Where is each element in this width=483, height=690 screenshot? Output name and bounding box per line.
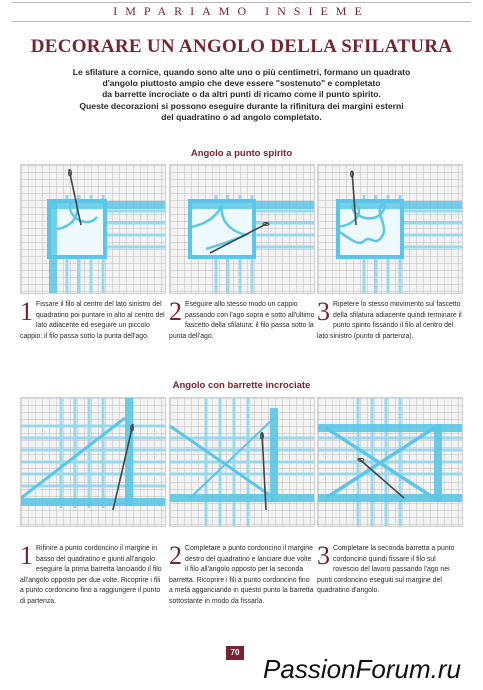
intro-line: del quadratino o ad angolo completato. [161,111,322,122]
step-number: 3 [317,541,330,570]
illustration-barrette-step3 [317,397,463,527]
step-text: Completare la seconda barretta a punto cordoncino quindi fissare il filo sul rovescio del lavoro passando l'ago nei punti cordoncino eseguiti sul margine del quadratino d'angolo. [317,545,455,595]
step-text: Completare a punto cordoncino il margine destro del quadratino e lanciare due volte il filo all'angolo opposto per la seconda barretta. Ricoprire i fili a punto cordoncino fino a metà agganciando in questo punto la barretta sottostante in modo da fissarla. [169,545,314,605]
step-text: Ripetere lo stesso movimento sul fascetto della sfilatura adiacente quindi terminare il punto spirito fissando il filo al centro del lato sinistro (punto di partenza). [317,301,462,340]
step-spirito-1 [20,297,166,342]
header-bar [0,0,483,22]
illustration-barrette-step2 [169,397,315,527]
step-barrette-2 [169,541,315,608]
step-number: 2 [169,541,182,570]
step-text: Fissare il filo al centro del lato sinistro del quadratino poi puntare in alto al centro del lato adiacente ed eseguire un piccolo cappio: il filo passa sotto la punta dell'ago. [20,301,165,340]
step-barrette-3 [317,541,463,597]
header-rule-bottom [12,21,471,22]
section-title-punto-spirito: Angolo a punto spirito [190,148,293,159]
illustration-barrette-step1 [20,397,166,527]
header-title: IMPARIAMO INSIEME [113,4,370,18]
step-text: Rifinire a punto cordoncino il margine in basso del quadratino e giunti all'angolo eseguire la prima barretta lanciando il filo all'angolo opposto per due volte. Ricoprire i fili a punto cordoncino fino a raggiungere il punto di partenza. [20,545,162,605]
intro-line: d'angolo piuttosto ampio che deve essere "sostenuto" e completato [102,78,381,89]
watermark: PassionForum.ru [263,654,461,684]
page-title: DECORARE UN ANGOLO DELLA SFILATURA [30,36,453,57]
illustration-spirito-step2 [169,164,315,294]
illustration-spirito-step3 [317,164,463,294]
intro-line: Le sfilature a cornice, quando sono alte uno o più centimetri, formano un quadrato [72,67,411,77]
section-title-barrette: Angolo con barrette incrociate [172,380,311,391]
intro-text [36,67,447,123]
step-number: 1 [20,541,33,570]
step-barrette-1 [20,541,166,608]
step-number: 3 [317,297,330,326]
step-number: 2 [169,297,182,326]
step-spirito-3 [317,297,463,342]
page-number: 70 [226,646,244,660]
step-spirito-2 [169,297,315,342]
header-rule-top [12,2,471,3]
intro-line: da barrette incrociate o da altri punti di ricamo come il punto spirito. [102,89,381,100]
step-text: Eseguire allo stesso modo un cappio passando con l'ago sopra e sotto all'ultimo fascetto della sfilatura: il filo passa sotto la punta dell'ago. [169,301,315,340]
step-number: 1 [20,297,33,326]
illustration-spirito-step1 [20,164,166,294]
intro-line: Queste decorazioni si possono eseguire durante la rifinitura dei margini esterni [79,100,404,111]
